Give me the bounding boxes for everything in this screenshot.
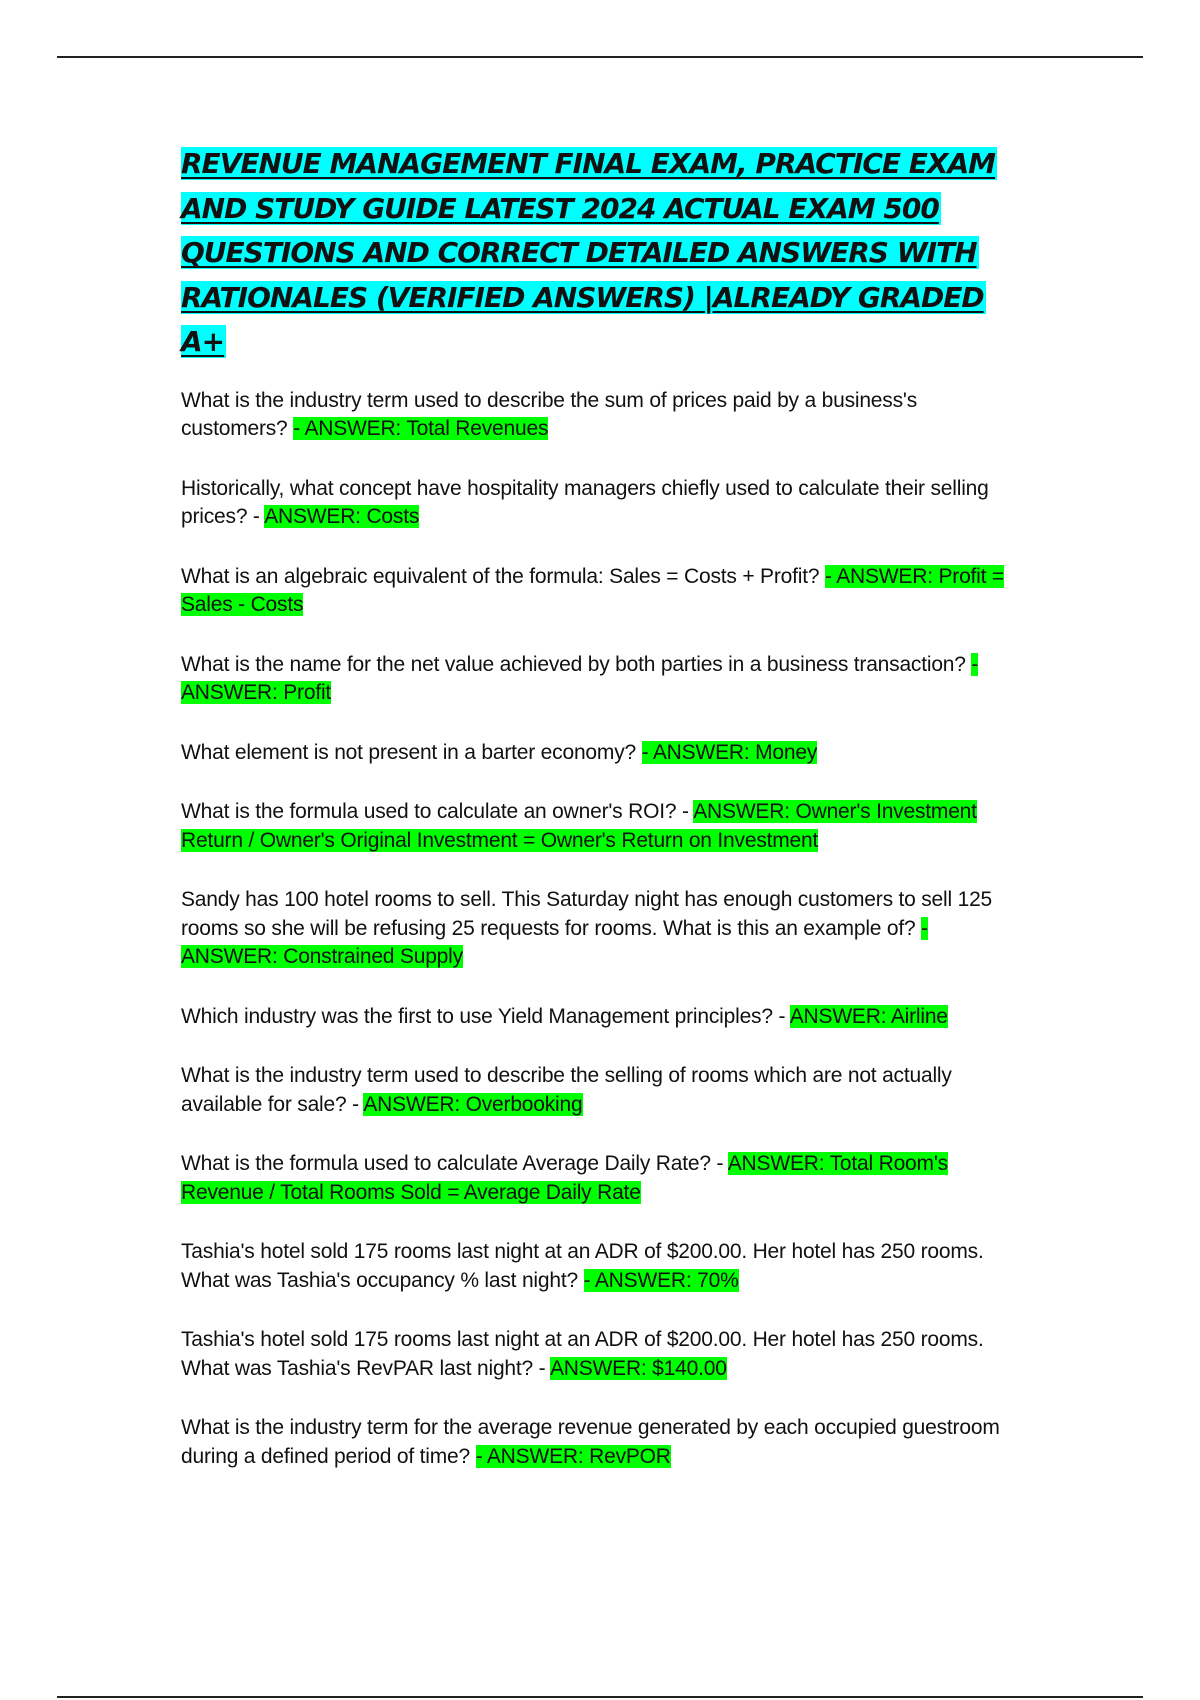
- qa-item: [181, 1238, 1016, 1295]
- qa-item: [181, 563, 1016, 620]
- qa-item: [181, 1150, 1016, 1207]
- question-text: What is the industry term used to describe the sum of prices paid by a business's customers?: [181, 388, 917, 440]
- qa-item: [181, 651, 1016, 708]
- qa-item: [181, 387, 1016, 444]
- answer-text: ANSWER: Owner's Investment Return / Owner's Original Investment = Owner's Return on Investment: [181, 800, 977, 852]
- qa-item: [181, 1003, 1016, 1032]
- answer-text: - ANSWER: Constrained Supply: [181, 916, 928, 968]
- qa-item: [181, 798, 1016, 855]
- qa-item: [181, 739, 1016, 768]
- title-highlight: REVENUE MANAGEMENT FINAL EXAM, PRACTICE EXAM AND STUDY GUIDE LATEST 2024 ACTUAL EXAM 500 QUESTIONS AND CORRECT DETAILED ANSWERS WITH RATIONALES (VERIFIED ANSWERS) |ALREADY GRADED A+: [181, 147, 996, 358]
- qa-item: [181, 1414, 1016, 1471]
- answer-text: - ANSWER: Total Revenues: [293, 417, 549, 440]
- question-text: What is the industry term for the average revenue generated by each occupied guestroom during a defined period of time?: [181, 1416, 1000, 1468]
- question-text: What is the name for the net value achieved by both parties in a business transaction?: [181, 652, 972, 676]
- document-body: [181, 142, 1016, 1502]
- footer-rule: [57, 1696, 1143, 1698]
- question-text: What is the industry term used to describe the selling of rooms which are not actually available for sale? -: [181, 1064, 952, 1116]
- question-text: Tashia's hotel sold 175 rooms last night at an ADR of $200.00. Her hotel has 250 rooms. What was Tashia's RevPAR last night? -: [181, 1328, 984, 1380]
- question-text: What is an algebraic equivalent of the formula: Sales = Costs + Profit?: [181, 564, 825, 588]
- document-title: [181, 142, 1016, 365]
- answer-text: ANSWER: Total Room's Revenue / Total Rooms Sold = Average Daily Rate: [181, 1152, 948, 1204]
- question-text: What element is not present in a barter economy?: [181, 740, 642, 764]
- answer-text: - ANSWER: Profit: [181, 652, 979, 704]
- question-text: Tashia's hotel sold 175 rooms last night at an ADR of $200.00. Her hotel has 250 rooms. What was Tashia's occupancy % last night?: [181, 1240, 984, 1292]
- qa-item: [181, 1326, 1016, 1383]
- answer-text: - ANSWER: RevPOR: [475, 1444, 671, 1468]
- qa-item: [181, 475, 1016, 532]
- question-text: Historically, what concept have hospitality managers chiefly used to calculate their selling prices? -: [181, 476, 989, 528]
- header-rule: [57, 56, 1143, 58]
- qa-item: [181, 886, 1016, 972]
- answer-text: ANSWER: $140.00: [549, 1356, 727, 1380]
- answer-text: ANSWER: Airline: [789, 1004, 948, 1028]
- question-text: Which industry was the first to use Yield Management principles? -: [181, 1004, 790, 1028]
- qa-item: [181, 1062, 1016, 1119]
- question-text: Sandy has 100 hotel rooms to sell. This Saturday night has enough customers to sell 125 rooms so she will be refusing 25 requests for rooms. What is this an example of?: [181, 888, 993, 940]
- answer-text: - ANSWER: Money: [641, 740, 818, 764]
- answer-text: ANSWER: Overbooking: [363, 1092, 583, 1116]
- question-text: What is the formula used to calculate an owner's ROI? -: [181, 800, 694, 823]
- question-text: What is the formula used to calculate Average Daily Rate? -: [181, 1152, 728, 1175]
- answer-text: ANSWER: Costs: [264, 505, 420, 528]
- answer-text: - ANSWER: Profit = Sales - Costs: [181, 564, 1004, 616]
- answer-text: - ANSWER: 70%: [583, 1268, 739, 1292]
